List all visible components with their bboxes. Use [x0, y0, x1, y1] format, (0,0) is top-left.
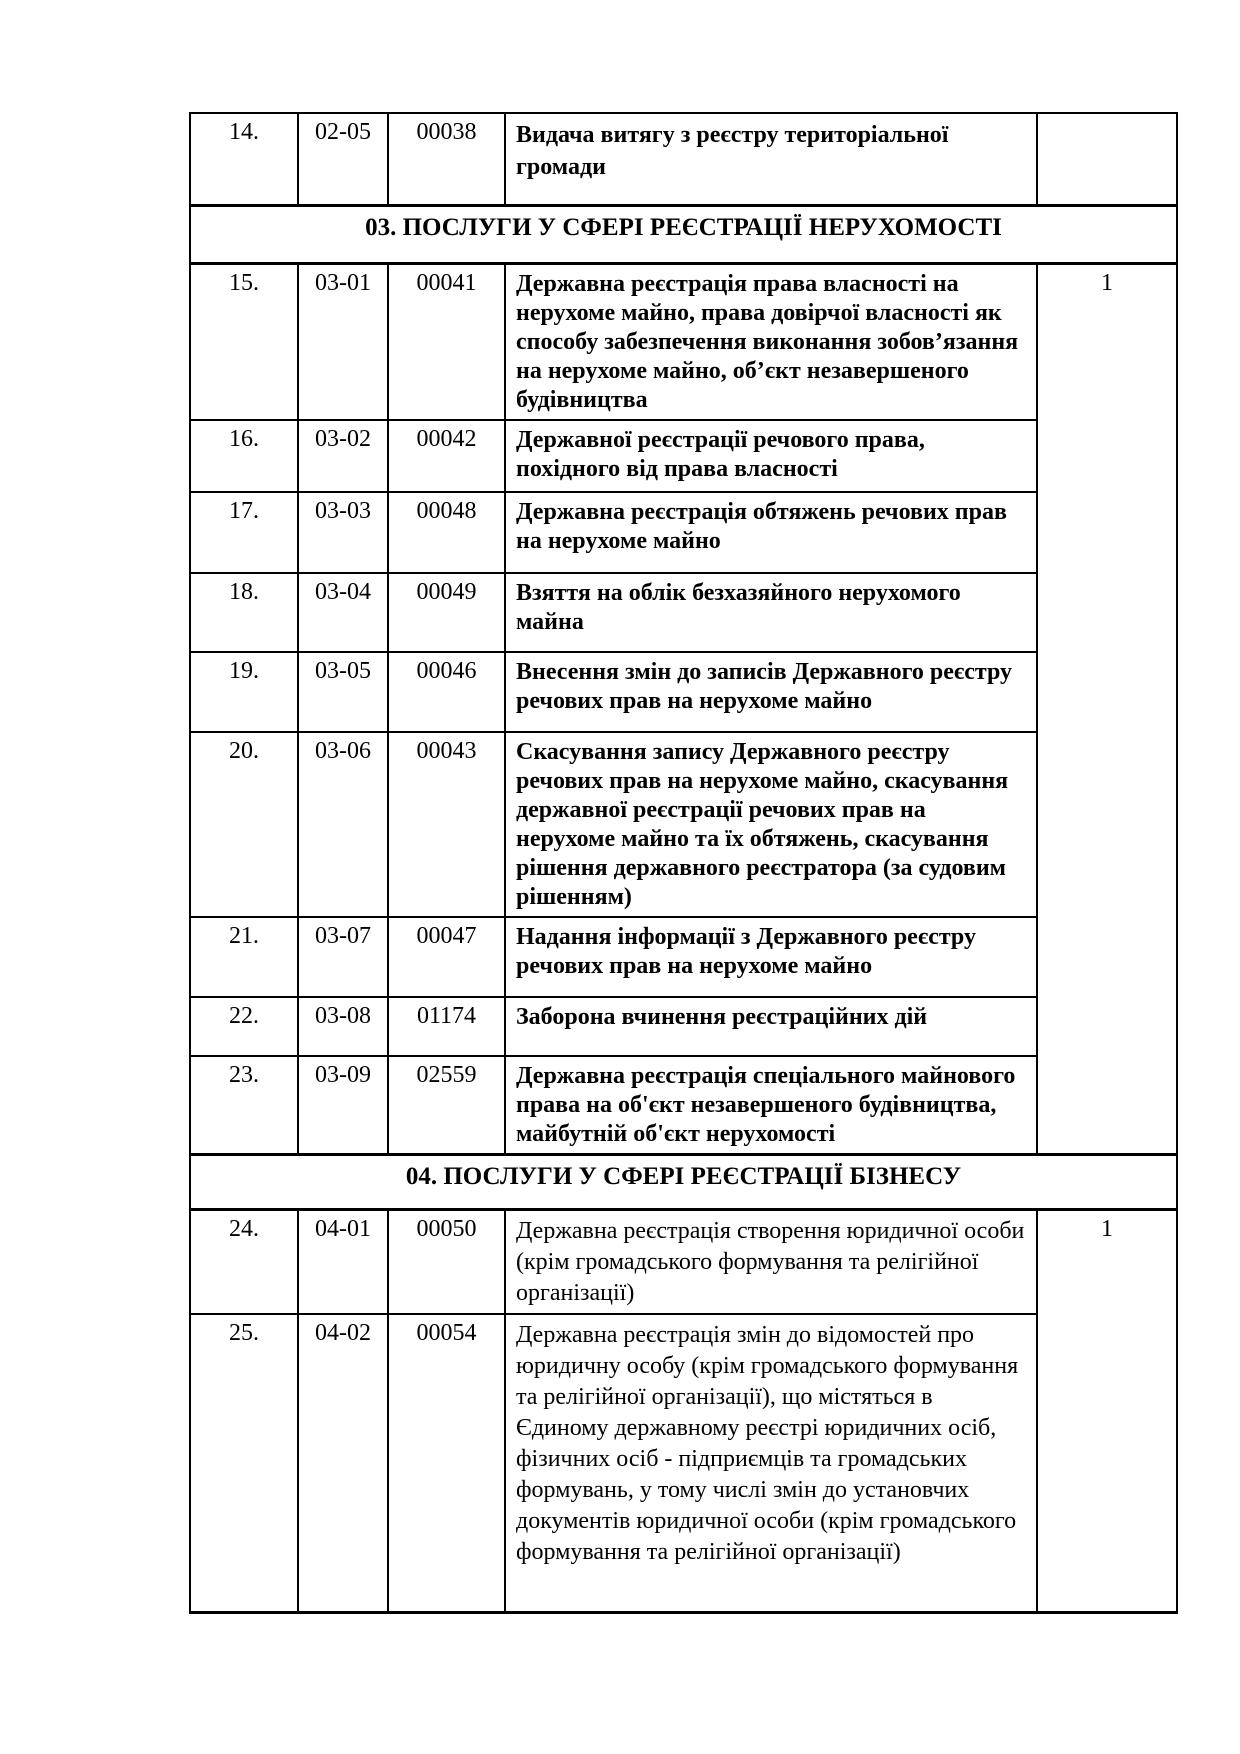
row-number: 17. [190, 492, 298, 573]
row-group-code: 04-02 [298, 1314, 388, 1613]
table-row [190, 113, 1177, 205]
row-service-code: 00050 [388, 1209, 505, 1314]
table-row [190, 492, 1177, 573]
row-number: 21. [190, 917, 298, 997]
row-service-code: 02559 [388, 1056, 505, 1155]
row-number: 18. [190, 573, 298, 652]
section-header-title: 03. ПОСЛУГИ У СФЕРІ РЕЄСТРАЦІЇ НЕРУХОМОСТІ [190, 205, 1177, 263]
row-description: Державна реєстрація спеціального майнового права на об'єкт незавершеного будівництва, майбутній об'єкт нерухомості [505, 1056, 1037, 1155]
row-description: Взяття на облік безхазяйного нерухомого майна [505, 573, 1037, 652]
row-number: 25. [190, 1314, 298, 1613]
row-group-code: 03-05 [298, 652, 388, 732]
row-description: Державна реєстрація змін до відомостей про юридичну особу (крім громадського формування та релігійної організації), що містяться в Єдиному державному реєстрі юридичних осіб, фізичних осіб - підприємців та громадських формувань, у тому числі змін до установчих документів юридичної особи (крім громадського формування та релігійної організації) [505, 1314, 1037, 1613]
row-service-code: 00049 [388, 573, 505, 652]
row-number: 20. [190, 732, 298, 917]
row-result [1037, 113, 1177, 205]
row-service-code: 00054 [388, 1314, 505, 1613]
row-service-code: 01174 [388, 997, 505, 1056]
table-row [190, 732, 1177, 917]
row-group-code: 02-05 [298, 113, 388, 205]
row-group-code: 03-07 [298, 917, 388, 997]
table-row [190, 917, 1177, 997]
row-service-code: 00048 [388, 492, 505, 573]
row-number: 19. [190, 652, 298, 732]
table-row [190, 1314, 1177, 1613]
row-service-code: 00038 [388, 113, 505, 205]
row-description: Внесення змін до записів Державного реєстру речових прав на нерухоме майно [505, 652, 1037, 732]
row-service-code: 00041 [388, 263, 505, 420]
row-group-code: 04-01 [298, 1209, 388, 1314]
row-number: 14. [190, 113, 298, 205]
row-result: 1 [1037, 1209, 1177, 1613]
row-service-code: 00047 [388, 917, 505, 997]
row-group-code: 03-09 [298, 1056, 388, 1155]
row-group-code: 03-02 [298, 420, 388, 492]
table-row [190, 1209, 1177, 1314]
row-number: 16. [190, 420, 298, 492]
table-row [190, 652, 1177, 732]
table-row [190, 1056, 1177, 1155]
row-group-code: 03-03 [298, 492, 388, 573]
table-row [190, 997, 1177, 1056]
section-header-row [190, 205, 1177, 263]
row-description: Державна реєстрація права власності на нерухоме майно, права довірчої власності як способу забезпечення виконання зобов’язання на нерухоме майно, об’єкт незавершеного будівництва [505, 263, 1037, 420]
row-description: Державна реєстрація обтяжень речових прав на нерухоме майно [505, 492, 1037, 573]
row-description: Державної реєстрації речового права, похідного від права власності [505, 420, 1037, 492]
table-row [190, 263, 1177, 420]
row-group-code: 03-06 [298, 732, 388, 917]
row-group-code: 03-04 [298, 573, 388, 652]
row-number: 15. [190, 263, 298, 420]
table-row [190, 420, 1177, 492]
row-result: 1 [1037, 263, 1177, 1154]
row-service-code: 00046 [388, 652, 505, 732]
row-service-code: 00043 [388, 732, 505, 917]
row-number: 24. [190, 1209, 298, 1314]
row-description: Скасування запису Державного реєстру речових прав на нерухоме майно, скасування державної реєстрації речових прав на нерухоме майно та їх обтяжень, скасування рішення державного реєстратора (за судовим рішенням) [505, 732, 1037, 917]
row-description: Надання інформації з Державного реєстру речових прав на нерухоме майно [505, 917, 1037, 997]
row-service-code: 00042 [388, 420, 505, 492]
row-number: 23. [190, 1056, 298, 1155]
services-table [189, 112, 1178, 1614]
row-description: Заборона вчинення реєстраційних дій [505, 997, 1037, 1056]
row-number: 22. [190, 997, 298, 1056]
section-header-row [190, 1154, 1177, 1209]
row-description: Видача витягу з реєстру територіальної громади [505, 113, 1037, 205]
row-description: Державна реєстрація створення юридичної особи (крім громадського формування та релігійної організації) [505, 1209, 1037, 1314]
section-header-title: 04. ПОСЛУГИ У СФЕРІ РЕЄСТРАЦІЇ БІЗНЕСУ [190, 1154, 1177, 1209]
row-group-code: 03-01 [298, 263, 388, 420]
row-group-code: 03-08 [298, 997, 388, 1056]
table-row [190, 573, 1177, 652]
